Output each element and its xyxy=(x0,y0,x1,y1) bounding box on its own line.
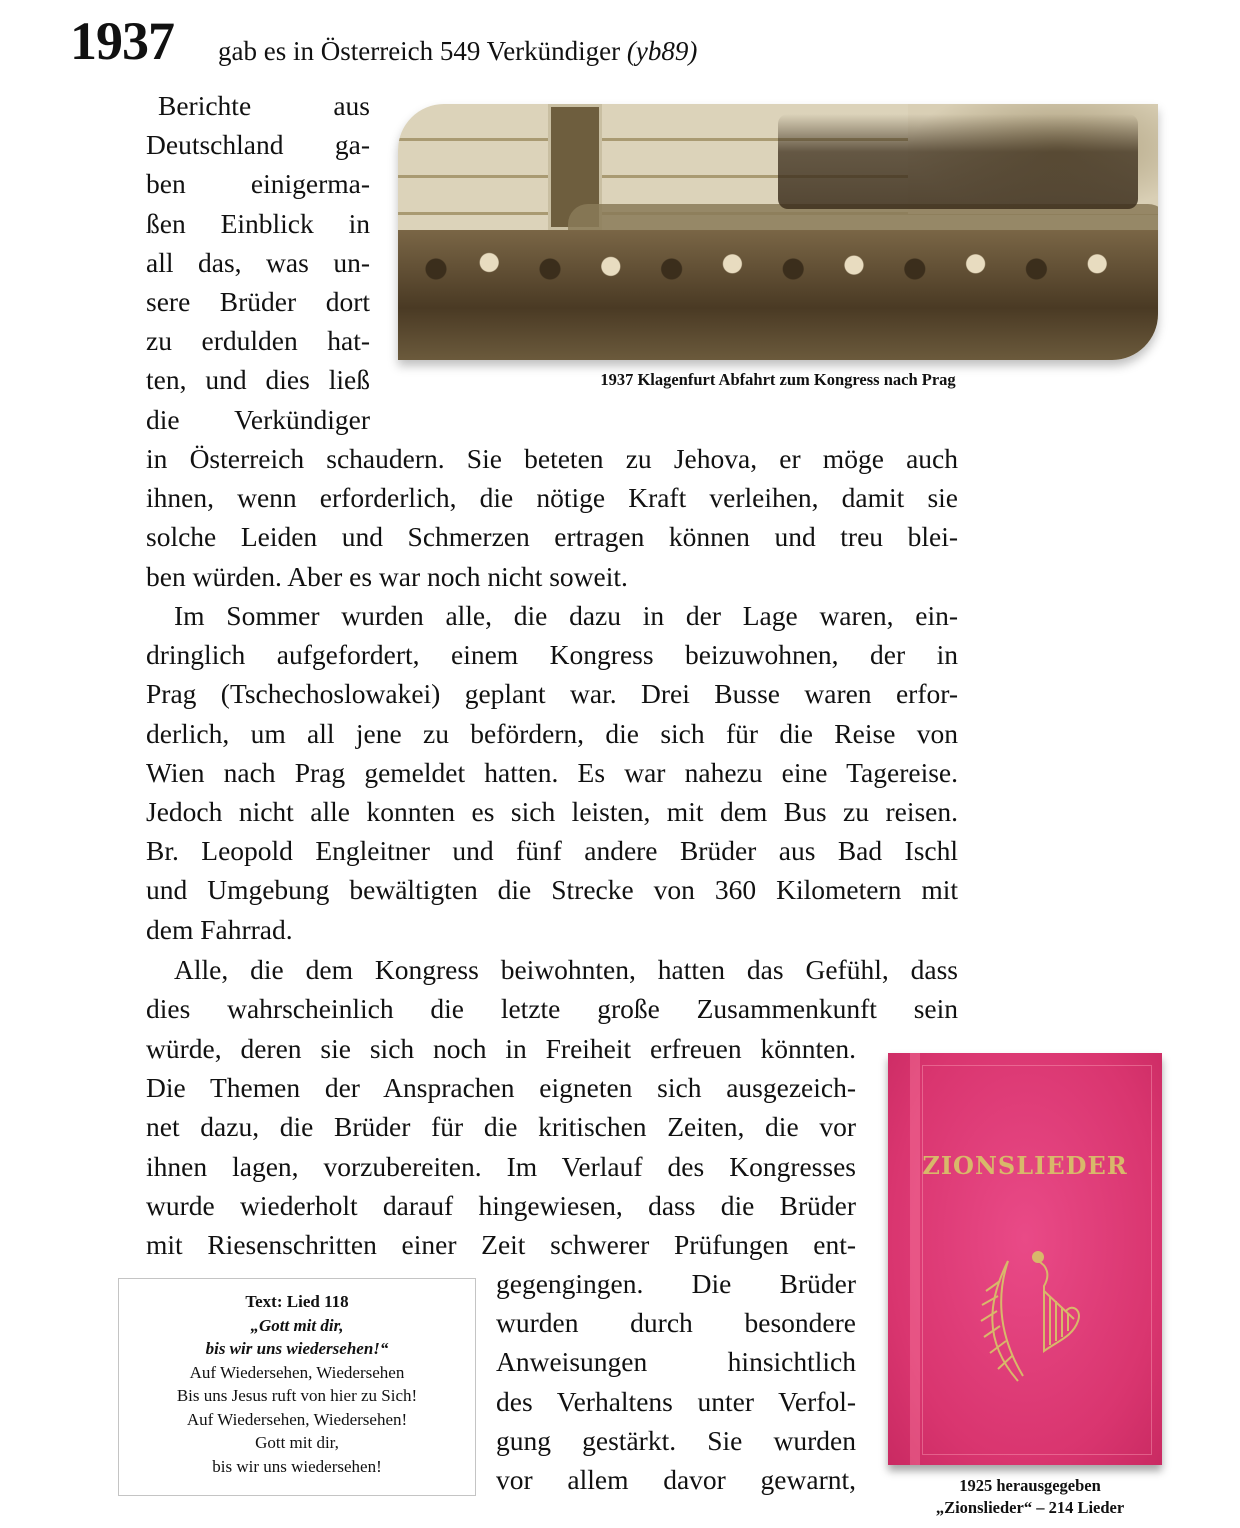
zionslieder-book-cover xyxy=(888,1053,1162,1465)
text-line: ihnen lagen, vorzubereiten. Im Verlauf des Kongresses xyxy=(146,1150,856,1182)
paragraph-3-full xyxy=(146,950,958,1028)
text-line: Anweisungen hinsichtlich xyxy=(496,1346,856,1378)
lyric-line: Auf Wiedersehen, Wiedersehen xyxy=(189,1362,405,1382)
harp-emblem-icon xyxy=(978,1241,1088,1391)
book-caption xyxy=(880,1475,1180,1519)
text-line: dringlich aufgefordert, einem Kongress beizuwohnen, der in xyxy=(146,639,958,671)
photo-crowd xyxy=(398,230,1158,360)
text-line: dies wahrscheinlich die letzte große Zusammenkunft sein xyxy=(146,993,958,1025)
paragraph-3-mid xyxy=(146,1029,856,1264)
text-line: die Verkündiger xyxy=(146,403,370,435)
text-line: dem Fahrrad. xyxy=(146,913,293,945)
song-title-line-2: bis wir uns wiedersehen!“ xyxy=(205,1339,389,1358)
text-line: Prag (Tschechoslowakei) geplant war. Drei Busse waren erfor- xyxy=(146,678,958,710)
text-line: derlich, um all jene zu befördern, die sich für die Reise von xyxy=(146,717,958,749)
song-box-title: Text: Lied 118 xyxy=(245,1292,349,1311)
text-line: mit Riesenschritten einer Zeit schwerer Prüfungen ent- xyxy=(146,1228,856,1260)
text-line: Wien nach Prag gemeldet hatten. Es war nahezu eine Tagereise. xyxy=(146,756,958,788)
book-caption-line-1: 1925 herausgegeben xyxy=(959,1476,1101,1495)
song-title-line-1: „Gott mit dir, xyxy=(250,1315,344,1335)
book-caption-line-2: „Zionslieder“ – 214 Lieder xyxy=(935,1498,1125,1517)
text-line: all das, was un- xyxy=(146,246,370,278)
text-line: ßen Einblick in xyxy=(146,207,370,239)
song-text-box xyxy=(118,1278,476,1496)
text-line: wurde wiederholt darauf hingewiesen, dass die Brüder xyxy=(146,1189,856,1221)
text-line: vor allem davor gewarnt, xyxy=(496,1463,856,1495)
headline-text: gab es in Österreich 549 Verkündiger xyxy=(218,36,621,66)
text-line: ten, und dies ließ xyxy=(146,364,370,396)
text-line: net dazu, die Brüder für die kritischen Zeiten, die vor xyxy=(146,1111,856,1143)
text-line: ben würden. Aber es war noch nicht soweit. xyxy=(146,560,628,592)
photo-people-on-roof xyxy=(778,114,1138,209)
text-line: ben einigerma- xyxy=(146,168,370,200)
photo-caption: 1937 Klagenfurt Abfahrt zum Kongress nach Prag xyxy=(600,370,956,389)
book-spine xyxy=(910,1053,920,1465)
text-line: solche Leiden und Schmerzen ertragen können und treu blei- xyxy=(146,521,958,553)
paragraph-3-narrow xyxy=(496,1264,856,1499)
text-line: Alle, die dem Kongress beiwohnten, hatten das Gefühl, dass xyxy=(174,954,958,985)
text-line: zu erdulden hat- xyxy=(146,325,370,357)
text-line: gegengingen. Die Brüder xyxy=(496,1268,856,1299)
lyric-line: bis wir uns wiedersehen! xyxy=(212,1456,382,1476)
paragraph-2 xyxy=(146,596,958,949)
text-line: würde, deren sie sich noch in Freiheit erfreuen könnten. xyxy=(146,1033,856,1064)
text-line: Berichte aus xyxy=(158,90,370,121)
paragraph-1-narrow xyxy=(146,86,370,439)
text-line: gung gestärkt. Sie wurden xyxy=(496,1424,856,1456)
paragraph-1-full xyxy=(146,439,958,596)
text-line: Die Themen der Ansprachen eigneten sich ausgezeich- xyxy=(146,1072,856,1104)
text-line: des Verhaltens unter Verfol- xyxy=(496,1385,856,1417)
lyric-line: Bis uns Jesus ruft von hier zu Sich! xyxy=(176,1386,418,1405)
text-line: ihnen, wenn erforderlich, die nötige Kraft verleihen, damit sie xyxy=(146,482,958,514)
text-line: Im Sommer wurden alle, die dazu in der Lage waren, ein- xyxy=(174,600,958,631)
text-line: sere Brüder dort xyxy=(146,285,370,317)
lyric-line: Gott mit dir, xyxy=(255,1433,339,1452)
text-line: Br. Leopold Engleitner und fünf andere Brüder aus Bad Ischl xyxy=(146,835,958,867)
text-line: und Umgebung bewältigten die Strecke von 360 Kilometern mit xyxy=(146,874,958,906)
text-line: Deutschland ga- xyxy=(146,129,370,161)
book-cover-title: ZIONSLIEDER xyxy=(922,1151,1128,1180)
text-line: in Österreich schaudern. Sie beteten zu Jehova, er möge auch xyxy=(146,443,958,474)
text-line: wurden durch besondere xyxy=(496,1307,856,1339)
source-reference: (yb89) xyxy=(626,36,698,66)
text-line: Jedoch nicht alle konnten es sich leisten, mit dem Bus zu reisen. xyxy=(146,795,958,827)
headline xyxy=(218,38,697,65)
group-photo xyxy=(398,104,1158,360)
year-heading: 1937 xyxy=(70,11,174,71)
lyric-line: Auf Wiedersehen, Wiedersehen! xyxy=(186,1409,408,1429)
